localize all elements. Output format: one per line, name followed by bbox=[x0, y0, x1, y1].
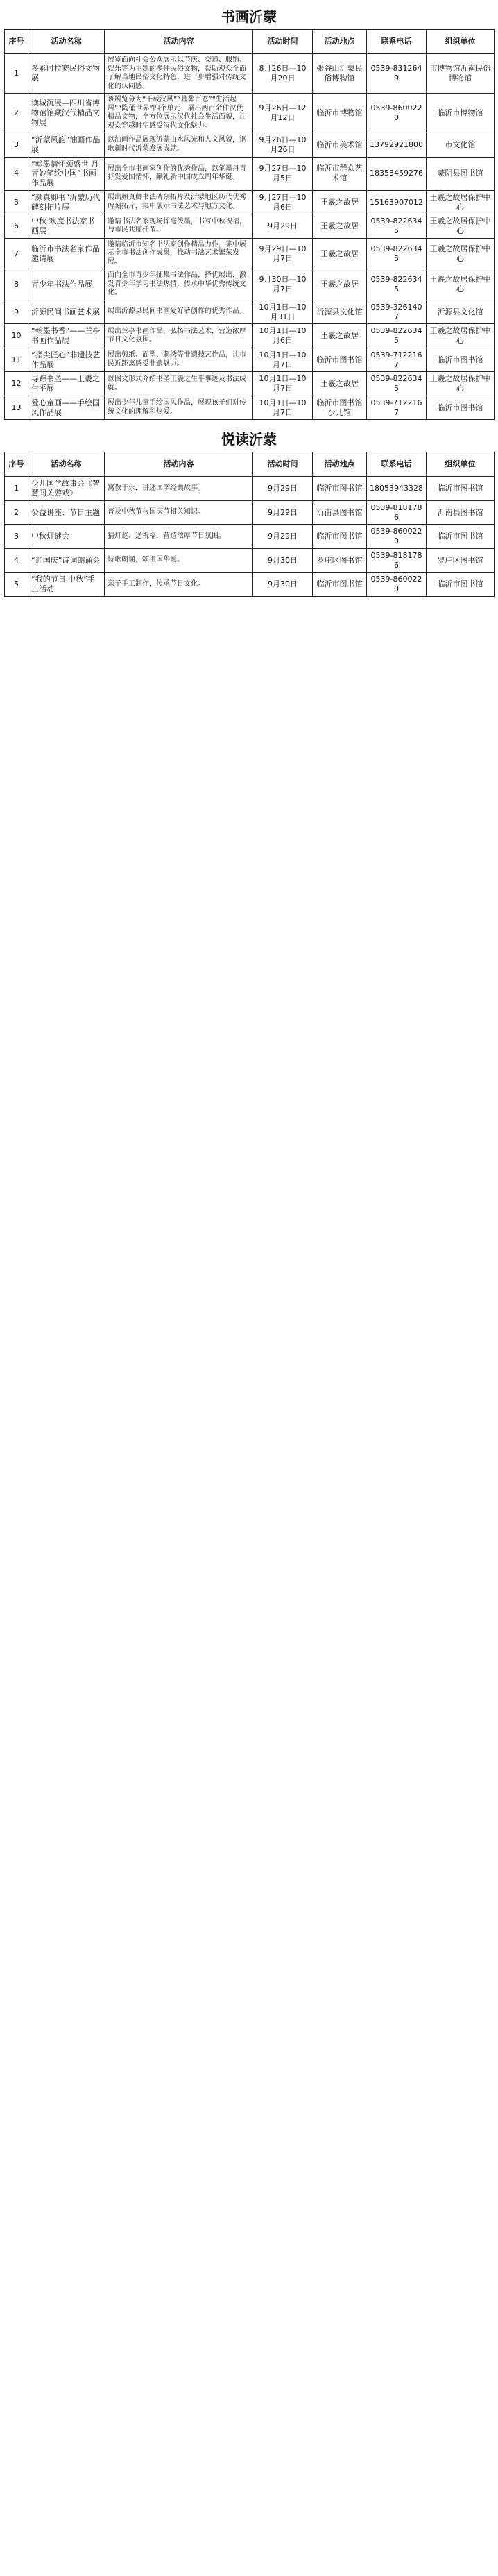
cell-time: 9月26日—10月26日 bbox=[253, 133, 313, 158]
cell-content: 以油画作品展现沂蒙山水风光和人文风貌，讴歌新时代沂蒙发展成就。 bbox=[105, 133, 253, 158]
cell-place: 临沂市图书馆少儿馆 bbox=[313, 396, 367, 420]
cell-place: 临沂市图书馆 bbox=[313, 525, 367, 549]
cell-name: 少儿国学故事会《智慧闯关游戏》 bbox=[28, 477, 105, 501]
cell-phone: 0539-7122167 bbox=[367, 348, 427, 372]
cell-org: 临沂市图书馆 bbox=[427, 573, 495, 597]
cell-org: 罗庄区图书馆 bbox=[427, 548, 495, 573]
cell-org: 临沂市博物馆 bbox=[427, 94, 495, 133]
table-row bbox=[5, 548, 495, 573]
cell-name: “翰墨情怀颂盛世 丹青妙笔绘中国”书画作品展 bbox=[28, 157, 105, 190]
cell-no: 1 bbox=[5, 477, 28, 501]
cell-phone: 18353459276 bbox=[367, 157, 427, 190]
cell-phone: 0539-8181786 bbox=[367, 548, 427, 573]
cell-time: 9月30日 bbox=[253, 548, 313, 573]
cell-org: 王羲之故居保护中心 bbox=[427, 372, 495, 396]
cell-time: 9月26日—12月12日 bbox=[253, 94, 313, 133]
cell-time: 8月26日—10月20日 bbox=[253, 54, 313, 94]
cell-time: 9月29日—10月7日 bbox=[253, 238, 313, 269]
cell-no: 7 bbox=[5, 238, 28, 269]
cell-no: 2 bbox=[5, 94, 28, 133]
cell-no: 13 bbox=[5, 396, 28, 420]
table-row bbox=[5, 477, 495, 501]
header-org: 组织单位 bbox=[427, 30, 495, 54]
cell-content: 面向全市青少年征集书法作品，择优展出，激发青少年学习书法热情，传承中华优秀传统文化。 bbox=[105, 269, 253, 300]
header-name: 活动名称 bbox=[28, 30, 105, 54]
table-row bbox=[5, 396, 495, 420]
table-row bbox=[5, 54, 495, 94]
table-row bbox=[5, 157, 495, 190]
header-phone: 联系电话 bbox=[367, 30, 427, 54]
cell-no: 3 bbox=[5, 525, 28, 549]
cell-content: 猜灯谜、送祝福，营造浓厚节日氛围。 bbox=[105, 525, 253, 549]
cell-phone: 0539-8312649 bbox=[367, 54, 427, 94]
table-row bbox=[5, 238, 495, 269]
cell-no: 5 bbox=[5, 573, 28, 597]
header-time-2: 活动时间 bbox=[253, 452, 313, 477]
cell-place: 临沂市图书馆 bbox=[313, 573, 367, 597]
cell-no: 1 bbox=[5, 54, 28, 94]
cell-phone: 18053943328 bbox=[367, 477, 427, 501]
cell-place: 王羲之故居 bbox=[313, 238, 367, 269]
table-row bbox=[5, 348, 495, 372]
cell-content: 诗歌朗诵，颂祖国华诞。 bbox=[105, 548, 253, 573]
cell-name: “迎国庆”诗词朗诵会 bbox=[28, 548, 105, 573]
cell-org: 王羲之故居保护中心 bbox=[427, 324, 495, 348]
header-org-2: 组织单位 bbox=[427, 452, 495, 477]
cell-phone: 0539-8226345 bbox=[367, 269, 427, 300]
cell-place: 临沂市博物馆 bbox=[313, 94, 367, 133]
cell-phone: 0539-7122167 bbox=[367, 396, 427, 420]
table-row bbox=[5, 573, 495, 597]
cell-phone: 0539-8226345 bbox=[367, 238, 427, 269]
cell-name: 公益讲座：节日主题 bbox=[28, 500, 105, 525]
cell-place: 临沂市图书馆 bbox=[313, 348, 367, 372]
table-row bbox=[5, 94, 495, 133]
cell-org: 临沂市图书馆 bbox=[427, 477, 495, 501]
table-row bbox=[5, 269, 495, 300]
cell-place: 王羲之故居 bbox=[313, 269, 367, 300]
cell-no: 12 bbox=[5, 372, 28, 396]
cell-place: 罗庄区图书馆 bbox=[313, 548, 367, 573]
cell-place: 沂源县文化馆 bbox=[313, 300, 367, 324]
cell-time: 9月29日 bbox=[253, 525, 313, 549]
cell-org: 王羲之故居保护中心 bbox=[427, 190, 495, 214]
cell-time: 10月1日—10月7日 bbox=[253, 372, 313, 396]
cell-time: 9月29日 bbox=[253, 500, 313, 525]
cell-name: 青少年书法作品展 bbox=[28, 269, 105, 300]
cell-time: 9月27日—10月5日 bbox=[253, 157, 313, 190]
cell-time: 9月29日 bbox=[253, 477, 313, 501]
header-time: 活动时间 bbox=[253, 30, 313, 54]
cell-name: 多彩时拉赛民俗文物展 bbox=[28, 54, 105, 94]
cell-org: 王羲之故居保护中心 bbox=[427, 238, 495, 269]
cell-content: 该展览分为“千载汉风”“墓葬百态”“生活起居”“陶俑世界”四个单元，展出两百余件汉代精品文物，全方位展示汉代社会生活面貌，让观众穿越时空感受汉代文化魅力。 bbox=[105, 94, 253, 133]
cell-no: 8 bbox=[5, 269, 28, 300]
cell-no: 10 bbox=[5, 324, 28, 348]
table-row bbox=[5, 500, 495, 525]
cell-no: 6 bbox=[5, 214, 28, 239]
activity-table-2 bbox=[4, 452, 495, 597]
cell-phone: 13792921800 bbox=[367, 133, 427, 158]
cell-place: 王羲之故居 bbox=[313, 214, 367, 239]
header-phone-2: 联系电话 bbox=[367, 452, 427, 477]
cell-name: 爱心童画——手绘国风作品展 bbox=[28, 396, 105, 420]
cell-time: 10月1日—10月6日 bbox=[253, 324, 313, 348]
cell-org: 王羲之故居保护中心 bbox=[427, 269, 495, 300]
cell-name: 读城沉浸—四川省博物馆馆藏汉代精品文物展 bbox=[28, 94, 105, 133]
table-header-2 bbox=[5, 452, 495, 477]
cell-content: 展览面向社会公众展示以节庆、交通、服饰、娱乐等为主题的多件民俗文物，帮助观众全面了解当地民俗文化特色，进一步增强对传统文化的认同感。 bbox=[105, 54, 253, 94]
cell-content: 展出全市书画家创作的优秀作品，以笔墨丹青抒发爱国情怀，献礼新中国成立周年华诞。 bbox=[105, 157, 253, 190]
cell-content: 展出兰亭书画作品，弘扬书法艺术，营造浓厚节日文化氛围。 bbox=[105, 324, 253, 348]
header-no-2: 序号 bbox=[5, 452, 28, 477]
cell-name: “我的节日·中秋”手工活动 bbox=[28, 573, 105, 597]
cell-phone: 15163907012 bbox=[367, 190, 427, 214]
cell-time: 10月1日—10月31日 bbox=[253, 300, 313, 324]
cell-name: 临沂市书法名家作品邀请展 bbox=[28, 238, 105, 269]
cell-name: 沂源民间书画艺术展 bbox=[28, 300, 105, 324]
table-row bbox=[5, 190, 495, 214]
cell-phone: 0539-3261407 bbox=[367, 300, 427, 324]
cell-no: 4 bbox=[5, 548, 28, 573]
cell-no: 11 bbox=[5, 348, 28, 372]
section-title-2: 悦读沂蒙 bbox=[221, 431, 277, 448]
cell-phone: 0539-8600220 bbox=[367, 94, 427, 133]
table-header-1 bbox=[5, 30, 495, 54]
cell-time: 9月30日 bbox=[253, 573, 313, 597]
cell-place: 王羲之故居 bbox=[313, 190, 367, 214]
cell-phone: 0539-8600220 bbox=[367, 573, 427, 597]
cell-content: 亲子手工制作，传承节日文化。 bbox=[105, 573, 253, 597]
cell-place: 临沂市群众艺术馆 bbox=[313, 157, 367, 190]
cell-place: 王羲之故居 bbox=[313, 324, 367, 348]
cell-org: 临沂市图书馆 bbox=[427, 525, 495, 549]
header-no: 序号 bbox=[5, 30, 28, 54]
activity-table-1 bbox=[4, 29, 495, 420]
cell-content: 寓教于乐，讲述国学经典故事。 bbox=[105, 477, 253, 501]
cell-no: 5 bbox=[5, 190, 28, 214]
cell-content: 展出颜真卿书法碑刻拓片及沂蒙地区历代优秀碑刻拓片，集中展示书法艺术与地方文化。 bbox=[105, 190, 253, 214]
cell-no: 4 bbox=[5, 157, 28, 190]
header-name-2: 活动名称 bbox=[28, 452, 105, 477]
cell-content: 展出剪纸、面塑、刺绣等非遗技艺作品，让市民近距离感受非遗魅力。 bbox=[105, 348, 253, 372]
cell-org: 蒙阴县图书馆 bbox=[427, 157, 495, 190]
cell-content: 邀请书法名家现场挥毫泼墨，书写中秋祝福，与市民共度佳节。 bbox=[105, 214, 253, 239]
cell-phone: 0539-8181786 bbox=[367, 500, 427, 525]
cell-name: “颜真卿书”沂蒙历代碑刻拓片展 bbox=[28, 190, 105, 214]
table-row bbox=[5, 372, 495, 396]
section-title-1: 书画沂蒙 bbox=[221, 8, 277, 25]
cell-time: 9月29日 bbox=[253, 214, 313, 239]
cell-org: 沂源县文化馆 bbox=[427, 300, 495, 324]
cell-org: 临沂市图书馆 bbox=[427, 348, 495, 372]
cell-org: 王羲之故居保护中心 bbox=[427, 214, 495, 239]
header-place-2: 活动地点 bbox=[313, 452, 367, 477]
header-place: 活动地点 bbox=[313, 30, 367, 54]
cell-phone: 0539-8226345 bbox=[367, 214, 427, 239]
cell-content: 以图文形式介绍书圣王羲之生平事迹及书法成就。 bbox=[105, 372, 253, 396]
cell-place: 临沂市美术馆 bbox=[313, 133, 367, 158]
table-row bbox=[5, 300, 495, 324]
table-row bbox=[5, 525, 495, 549]
cell-no: 3 bbox=[5, 133, 28, 158]
cell-content: 展出沂源县民间书画爱好者创作的优秀作品。 bbox=[105, 300, 253, 324]
cell-name: “沂蒙风韵”油画作品展 bbox=[28, 133, 105, 158]
header-content-2: 活动内容 bbox=[105, 452, 253, 477]
cell-content: 邀请临沂市知名书法家创作精品力作，集中展示全市书法创作成果，推动书法艺术繁荣发展。 bbox=[105, 238, 253, 269]
cell-place: 沂南县图书馆 bbox=[313, 500, 367, 525]
cell-content: 普及中秋节与国庆节相关知识。 bbox=[105, 500, 253, 525]
cell-no: 9 bbox=[5, 300, 28, 324]
cell-org: 市博物馆沂南民俗博物馆 bbox=[427, 54, 495, 94]
section-spacer bbox=[4, 420, 494, 427]
cell-phone: 0539-8226345 bbox=[367, 324, 427, 348]
cell-time: 10月1日—10月7日 bbox=[253, 396, 313, 420]
header-content: 活动内容 bbox=[105, 30, 253, 54]
cell-content: 展出少年儿童手绘国风作品，展现孩子们对传统文化的理解和热爱。 bbox=[105, 396, 253, 420]
cell-time: 10月1日—10月7日 bbox=[253, 348, 313, 372]
cell-org: 沂南县图书馆 bbox=[427, 500, 495, 525]
cell-name: 中秋·欢度书法家书画展 bbox=[28, 214, 105, 239]
table-row bbox=[5, 133, 495, 158]
cell-place: 临沂市图书馆 bbox=[313, 477, 367, 501]
cell-name: “翰墨书香”——兰亭书画作品展 bbox=[28, 324, 105, 348]
cell-place: 王羲之故居 bbox=[313, 372, 367, 396]
table-row bbox=[5, 214, 495, 239]
cell-place: 张谷山沂蒙民俗博物馆 bbox=[313, 54, 367, 94]
cell-name: “指尖匠心”非遗技艺作品展 bbox=[28, 348, 105, 372]
table-row bbox=[5, 324, 495, 348]
cell-phone: 0539-8600220 bbox=[367, 525, 427, 549]
cell-phone: 0539-8226345 bbox=[367, 372, 427, 396]
cell-time: 9月30日—10月7日 bbox=[253, 269, 313, 300]
cell-no: 2 bbox=[5, 500, 28, 525]
cell-name: 中秋灯谜会 bbox=[28, 525, 105, 549]
cell-time: 9月27日—10月6日 bbox=[253, 190, 313, 214]
cell-org: 市文化馆 bbox=[427, 133, 495, 158]
cell-org: 临沂市图书馆 bbox=[427, 396, 495, 420]
cell-name: 寻踪书圣——王羲之生平展 bbox=[28, 372, 105, 396]
